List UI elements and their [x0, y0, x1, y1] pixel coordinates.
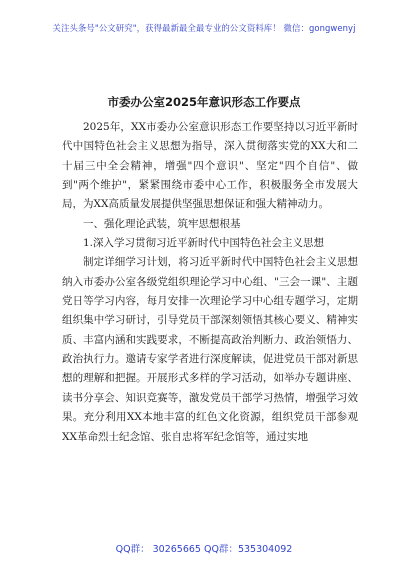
- intro-paragraph: 2025年，XX市委办公室意识形态工作要坚持以习近平新时代中国特色社会主义思想为指导，深入贯彻落实党的XX大和二十届三中全会精神，增强"四个意识"、坚定"四个自信"、做到"两个维护"，紧紧围绕市委中心工作，积极服务全市发展大局，为XX高质量发展提供坚强思想保证和强大精神动力。: [62, 121, 358, 211]
- qq-group-footer: [0, 541, 408, 555]
- section-heading: 一、强化理论武装，筑牢思想根基: [83, 217, 241, 230]
- document-body: [62, 118, 358, 447]
- footer-text: QQ群： 30265665 QQ群：535304092: [115, 544, 293, 555]
- document-title: 市委办公室2025年意识形态工作要点: [107, 95, 301, 109]
- promo-header-text: 关注头条号"公文研究"，获得最新最全最专业的公文资料库！ 微信：gongwenyj: [52, 23, 356, 33]
- body-paragraph: 制定详细学习计划，将习近平新时代中国特色社会主义思想纳入市委办公室各级党组织理论学习中心组、"三会一课"、主题党日等学习内容，每月安排一次理论学习中心组专题学习，定期组织集中学习研讨，引导党员干部深刻领悟其核心要义、精神实质、丰富内涵和实践要求，不断提高政治判断力、政治领悟力、政治执行力。邀请专家学者进行深度解读，促进党员干部对新思想的理解和把握。开展形式多样的学习活动，如举办专题讲座、读书分享会、知识竞赛等，激发党员干部学习热情，增强学习效果。充分利用XX本地丰富的红色文化资源，组织党员干部参观XX革命烈士纪念馆、张自忠将军纪念馆等，通过实地: [62, 256, 358, 443]
- subsection-heading: 1.深入学习贯彻习近平新时代中国特色社会主义思想: [83, 237, 325, 250]
- promo-header: [0, 22, 408, 34]
